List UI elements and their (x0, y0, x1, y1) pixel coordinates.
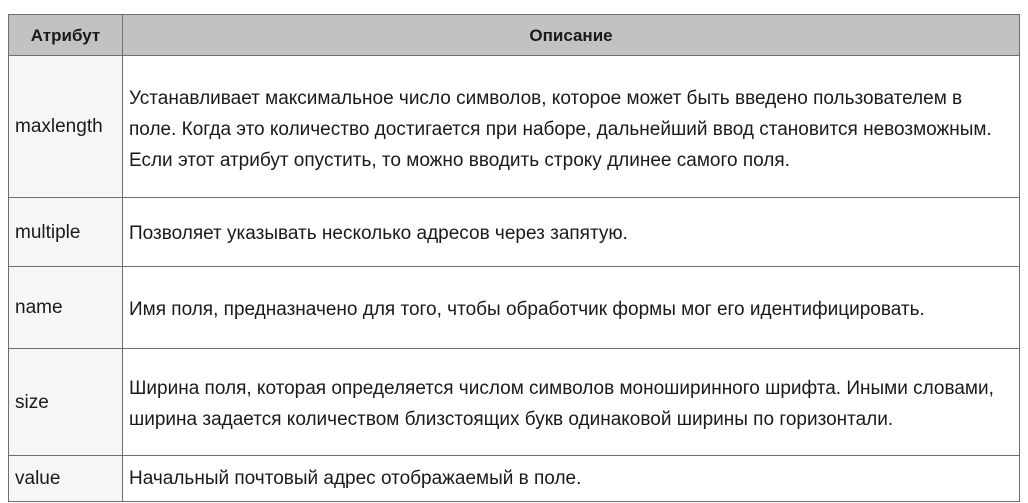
description-cell: Устанавливает максимальное число символов, которое может быть введено пользователем в поле. Когда это количество достигается при наборе, дальнейший ввод становится невозможным. Если этот атрибут опустить, то можно вводить строку длинее самого поля. (123, 56, 1020, 198)
attribute-cell: name (9, 267, 123, 349)
table-header (9, 15, 1020, 56)
table-row (9, 456, 1020, 502)
attribute-cell: value (9, 456, 123, 502)
attribute-cell: size (9, 349, 123, 456)
description-cell: Начальный почтовый адрес отображаемый в поле. (123, 456, 1020, 502)
description-cell: Ширина поля, которая определяется числом символов моноширинного шрифта. Иными словами, ширина задается количеством близстоящих букв одинаковой ширины по горизонтали. (123, 349, 1020, 456)
table-row (9, 349, 1020, 456)
attributes-table (8, 14, 1020, 502)
attribute-cell: maxlength (9, 56, 123, 198)
table-row (9, 56, 1020, 198)
description-cell: Имя поля, предназначено для того, чтобы обработчик формы мог его идентифицировать. (123, 267, 1020, 349)
description-cell: Позволяет указывать несколько адресов через запятую. (123, 198, 1020, 267)
table-row (9, 267, 1020, 349)
header-attribute: Атрибут (9, 15, 123, 56)
table-body (9, 56, 1020, 502)
header-row (9, 15, 1020, 56)
header-description: Описание (123, 15, 1020, 56)
attribute-cell: multiple (9, 198, 123, 267)
table-row (9, 198, 1020, 267)
